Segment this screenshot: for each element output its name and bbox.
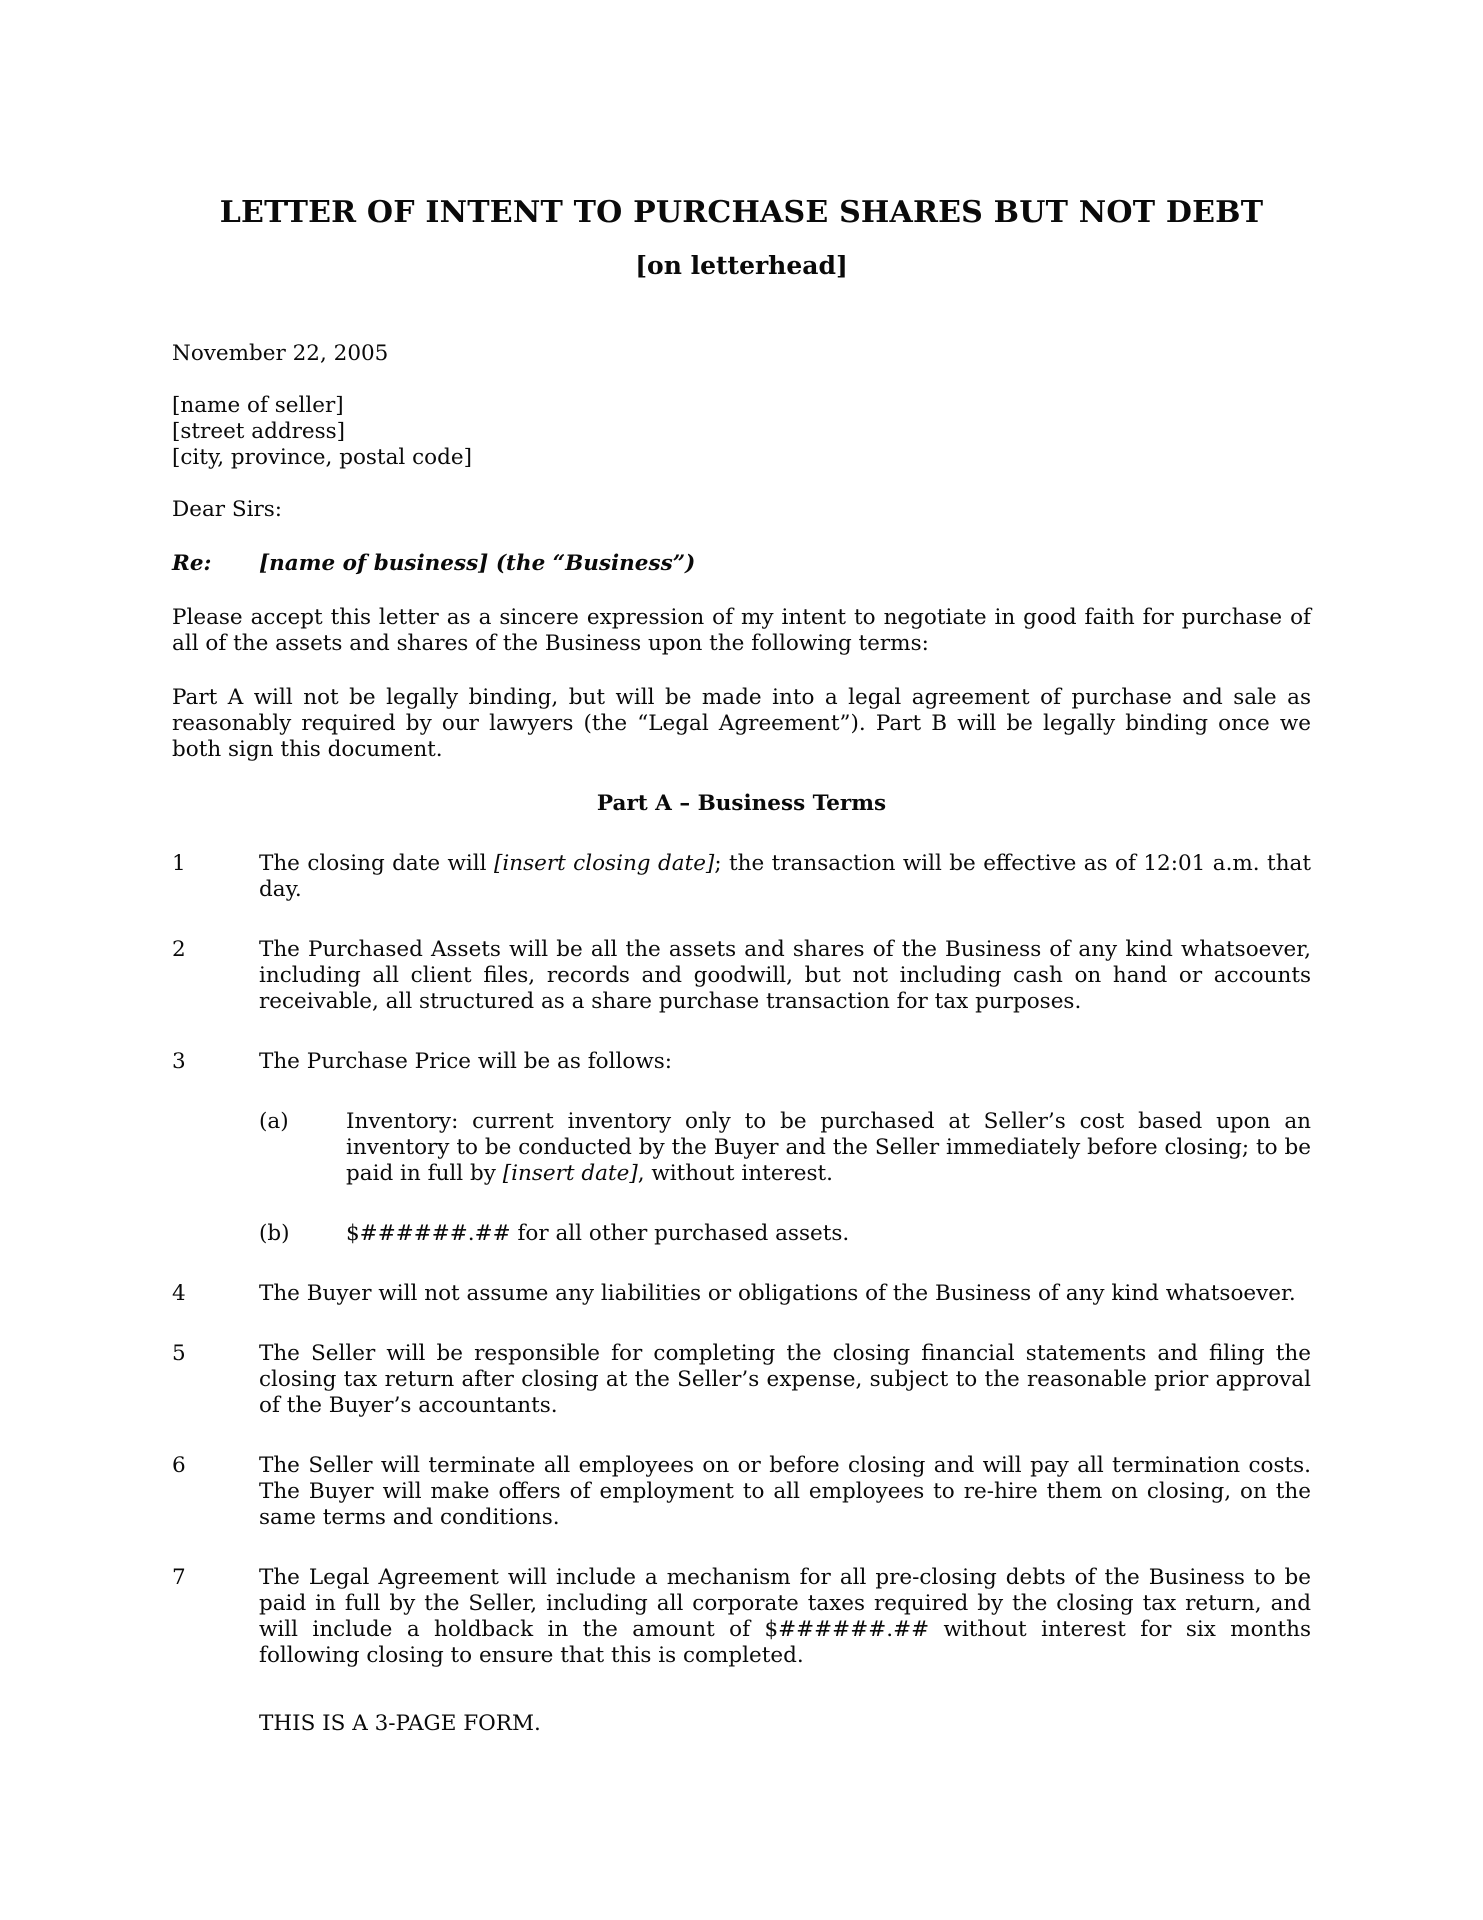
item-6-text: The Seller will terminate all employees on or before closing and will pay all termination costs. The Buyer will make offers of employment to all employees to re-hire them on closing, on the same terms and conditions. xyxy=(259,1453,1311,1530)
item-7-text: The Legal Agreement will include a mechanism for all pre-closing debts of the Business to be paid in full by the Seller, including all corporate taxes required by the closing tax return, and will include a holdback in the amount of $######.## without interest for six months following closing to ensure that this is completed. xyxy=(259,1565,1311,1668)
item-6-number: 6 xyxy=(172,1453,186,1478)
subitem-b-text: $######.## for all other purchased assets. xyxy=(346,1221,850,1246)
intro-paragraph: Please accept this letter as a sincere expression of my intent to negotiate in good faith for purchase of all of the assets and shares of the Business upon the following terms: xyxy=(172,605,1311,656)
item-2-number: 2 xyxy=(172,937,186,962)
item-3-text: The Purchase Price will be as follows: xyxy=(259,1049,673,1074)
item-2-text: The Purchased Assets will be all the assets and shares of the Business of any kind whatsoever, including all client files, records and goodwill, but not including cash on hand or accounts receivable, all structured as a share purchase transaction for tax purposes. xyxy=(259,937,1311,1014)
letterhead-note: [on letterhead] xyxy=(635,251,848,280)
item-4-text: The Buyer will not assume any liabilities or obligations of the Business of any kind whatsoever. xyxy=(259,1281,1296,1306)
list-item-5 xyxy=(172,1341,1311,1419)
item-7-number: 7 xyxy=(172,1565,186,1590)
recipient-city-line: [city, province, postal code] xyxy=(172,445,472,470)
subitem-a-text xyxy=(346,1109,1311,1187)
closing-date-placeholder: [insert closing date] xyxy=(493,851,715,876)
item-3-number: 3 xyxy=(172,1049,186,1074)
recipient-name: [name of seller] xyxy=(172,393,344,418)
recipient-street-address: [street address] xyxy=(172,419,346,444)
re-line xyxy=(172,551,1311,577)
re-subject: [name of business] (the “Business”) xyxy=(259,551,696,576)
salutation: Dear Sirs: xyxy=(172,497,283,522)
item-1-text-pre: The closing date will xyxy=(259,851,494,876)
list-item-1 xyxy=(172,851,1311,903)
item-1-number: 1 xyxy=(172,851,186,876)
subitem-a xyxy=(259,1109,1311,1187)
list-item-3 xyxy=(172,1049,1311,1075)
item-4-number: 4 xyxy=(172,1281,186,1306)
binding-terms-paragraph: Part A will not be legally binding, but will be made into a legal agreement of purchase and sale as reasonably required by our lawyers (the “Legal Agreement”). Part B will be legally binding once we both sign this document. xyxy=(172,685,1311,762)
item-5-text: The Seller will be responsible for completing the closing financial statements and filing the closing tax return after closing at the Seller’s expense, subject to the reasonable prior approval of the Buyer’s accountants. xyxy=(259,1341,1311,1418)
item-5-number: 5 xyxy=(172,1341,186,1366)
item-1-text-post: ; the transaction will be effective as of 12:01 a.m. that day. xyxy=(259,851,1312,902)
list-item-6 xyxy=(172,1453,1311,1531)
list-item-7 xyxy=(172,1565,1311,1669)
page-count-note: THIS IS A 3-PAGE FORM. xyxy=(259,1711,541,1736)
list-item-2 xyxy=(172,937,1311,1015)
document-title: LETTER OF INTENT TO PURCHASE SHARES BUT NOT DEBT xyxy=(219,195,1264,230)
list-item-4 xyxy=(172,1281,1311,1307)
subitem-a-text-pre: Inventory: current inventory only to be purchased at Seller’s cost based upon an inventory to be conducted by the Buyer and the Seller immediately before closing; to be paid in full by xyxy=(346,1109,1311,1186)
subitem-a-label: (a) xyxy=(259,1109,289,1134)
recipient-block xyxy=(172,393,1311,471)
purchase-price-subitems xyxy=(259,1109,1311,1247)
item-1-text xyxy=(259,851,1311,903)
re-label: Re: xyxy=(172,551,212,576)
subitem-a-text-post: , without interest. xyxy=(637,1161,833,1186)
date-line: November 22, 2005 xyxy=(172,341,389,366)
subitem-b-label: (b) xyxy=(259,1221,290,1246)
payment-date-placeholder: [insert date] xyxy=(502,1161,638,1186)
subitem-b xyxy=(259,1221,1311,1247)
section-heading-part-a: Part A – Business Terms xyxy=(596,791,887,816)
